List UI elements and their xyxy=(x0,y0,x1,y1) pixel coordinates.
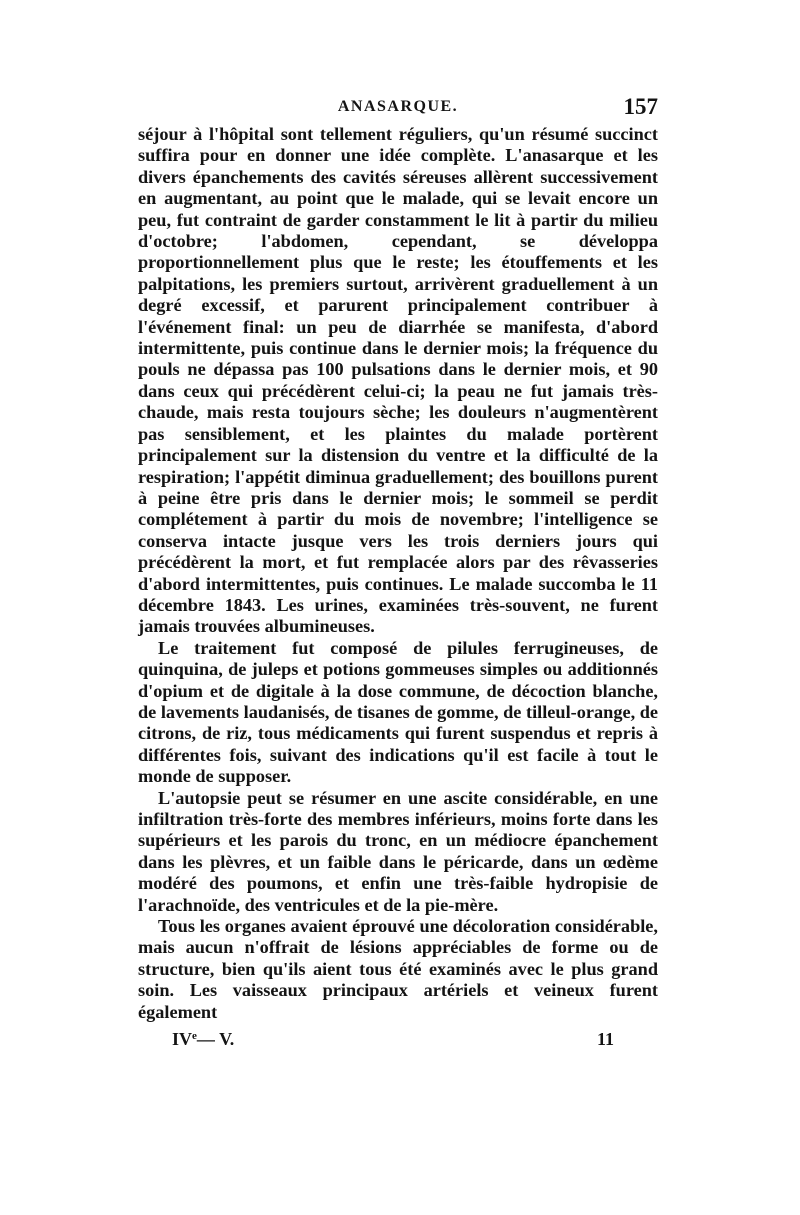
signature-rest: — V. xyxy=(196,1029,235,1049)
paragraph-case-summary: séjour à l'hôpital sont tellement réguliers, qu'un résumé succinct suffira pour en donner une idée complète. L'anasarque et les divers épanchements des cavités séreuses allèrent successivement en augmentant, au point que le malade, qui se levait encore un peu, fut contraint de garder constamment le lit à partir du milieu d'octobre; l'abdomen, cependant, se développa proportionnellement plus que le reste; les étouffements et les palpitations, les premiers surtout, arrivèrent graduellement à un degré excessif, et parurent principalement contribuer à l'événement final: un peu de diarrhée se manifesta, d'abord intermittente, puis continue dans le dernier mois; la fréquence du pouls ne dépassa pas 100 pulsations dans le dernier mois, et 90 dans ceux qui précédèrent celui-ci; la peau ne fut jamais très-chaude, mais resta toujours sèche; les douleurs n'augmentèrent pas sensiblement, et les plaintes du malade portèrent principalement sur la distension du ventre et la difficulté de la respiration; l'appétit diminua graduellement; des bouillons purent à peine être pris dans le dernier mois; le sommeil se perdit complétement à partir du mois de novembre; l'intelligence se conserva intacte jusque vers les trois derniers jours qui précédèrent la mort, et fut remplacée alors par des rêvasseries d'abord intermittentes, puis continues. Le malade succomba le 11 décembre 1843. Les urines, examinées très-souvent, ne furent jamais trouvées albumineuses. xyxy=(138,124,658,637)
running-head: ANASARQUE. xyxy=(337,98,459,115)
page-header xyxy=(138,94,658,124)
page-footer xyxy=(138,1029,658,1053)
paragraph-treatment: Le traitement fut composé de pilules ferrugineuses, de quinquina, de juleps et potions gommeuses simples ou additionnés d'opium et de digitale à la dose commune, de décoction blanche, de lavements laudanisés, de tisanes de gomme, de tilleul-orange, de citrons, de riz, tous médicaments qui furent suspendus et repris à différentes fois, suivant des indications qu'il est facile à tout le monde de supposer. xyxy=(138,637,658,787)
body-text xyxy=(138,124,658,1023)
paragraph-autopsy: L'autopsie peut se résumer en une ascite considérable, en une infiltration très-forte des membres inférieurs, moins forte dans les supérieurs et les parois du tronc, en un médiocre épanchement dans les plèvres, et un faible dans le péricarde, dans un œdème modéré des poumons, et enfin une très-faible hydropisie de l'arachnoïde, des ventricules et de la pie-mère. xyxy=(138,787,658,915)
signature-mark xyxy=(172,1029,234,1050)
sheet-number: 11 xyxy=(596,1029,614,1049)
page-number: 157 xyxy=(623,94,658,119)
paragraph-organs: Tous les organes avaient éprouvé une décoloration considérable, mais aucun n'offrait de lésions appréciables de forme ou de structure, bien qu'ils aient tous été examinés avec le plus grand soin. Les vaisseaux principaux artériels et veineux furent également xyxy=(138,916,658,1022)
signature-main: IV xyxy=(172,1029,193,1049)
signature-superscript: e xyxy=(192,1030,197,1042)
